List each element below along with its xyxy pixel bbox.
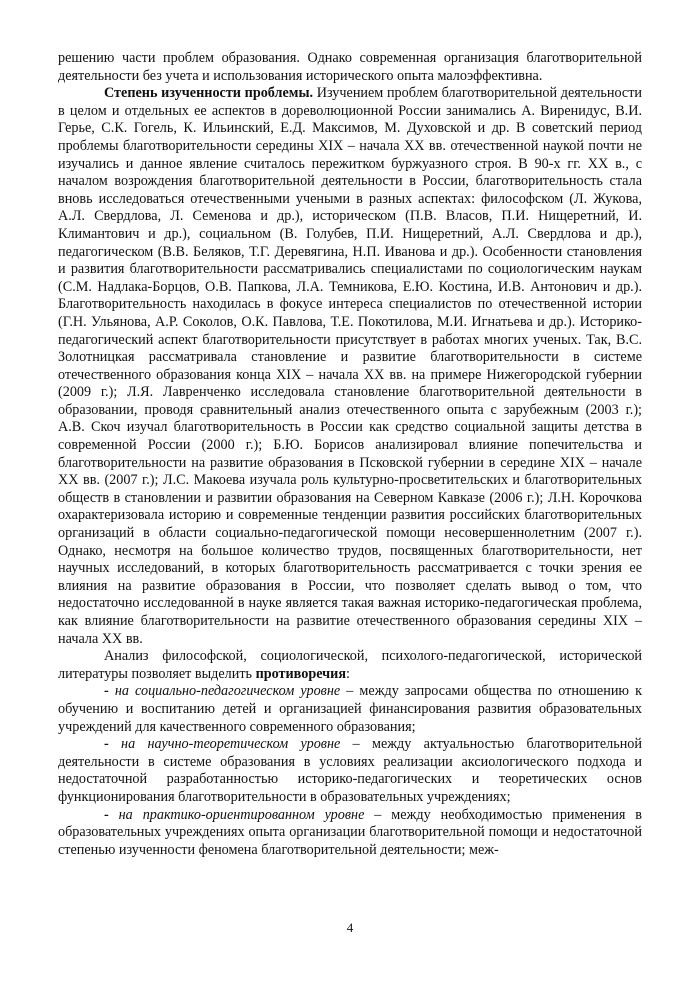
- paragraph-contradictions-intro: [58, 648, 642, 683]
- level-name: на практико-ориентированном уровне: [118, 806, 365, 823]
- punctuation: :: [346, 665, 350, 682]
- paragraph-intro-continuation: [58, 50, 642, 85]
- bold-term: противоречия: [255, 665, 347, 682]
- list-item-scientific-theoretical: [58, 736, 642, 806]
- paragraph-text: Изучением проблем благотворительной деятельности в целом и отдельных ее аспектов в дореволюционной России занимались А. Виренидус, В.И. Герье, С.К. Гогель, К. Ильинский, Е.Д. Максимов, М. Духовской и др. В советский период проблемы благотворительности середины XIX – начала XX вв. отечественной наукой почти не изучались и данное явление считалось пережитком буржуазного строя. В 90-х гг. XX в., с началом возрождения благотворительной деятельности в России, благотворительность стала вновь исследоваться отечественными учеными в разных аспектах: философском (Л. Жукова, А.Л. Свердлова, Л. Семенова и др.), историческом (П.В. Власов, П.И. Нищеретний, И. Климантович и др.), социальном (В. Голубев, П.И. Нищеретний, А.Л. Свердлова и др.), педагогическом (В.В. Беляков, Т.Г. Деревягина, Н.П. Иванова и др.). Особенности становления и развития благотворительности рассматривались специалистами по социологическим наукам (С.М. Надлака-Борцов, О.В. Папкова, Л.А. Темникова, Е.Ю. Костина, И.В. Антонович и др.). Благотворительность находилась в фокусе интереса специалистов по отечественной истории (Г.Н. Ульянова, А.Р. Соколов, О.К. Павлова, Т.Е. Покотилова, М.И. Игнатьева и др.). Историко-педагогический аспект благотворительности присутствует в работах многих ученых. Так, В.С. Золотницкая рассматривала становление и развитие благотворительности в системе отечественного образования конца XIX – начала XX вв. на примере Нижегородской губернии (2009 г.); Л.Я. Лавренченко исследовала становление благотворительной деятельности в образовании, проводя сравнительный анализ отечественного опыта с зарубежным (2003 г.); А.В. Скоч изучал благотворительность в России как средство социальной защиты детства в современной России (2000 г.); Б.Ю. Борисов анализировал влияние попечительства и благотворительности на развитие образования в Псковской губернии в середине XIX – начале XX вв. (2007 г.); Л.С. Макоева изучала роль культурно-просветительских и благотворительных обществ в становлении и развитии образования на Северном Кавказе (2006 г.); Л.Н. Корочкова охарактеризовала историю и современные тенденции развития российских благотворительных организаций в области социально-педагогической помощи несовершеннолетним (2007 г.). Однако, несмотря на большое количество трудов, посвященных благотворительности, нет научных исследований, в которых благотворительность рассматривается с точки зрения ее влияния на развитие образования в России, что позволяет сделать вывод о том, что недостаточно исследованной в науке является такая важная историко-педагогическая проблема, как влияние благотворительности на развитие отечественного образования середины XIX – начала XX вв.: [58, 85, 642, 647]
- list-item-text: – между необходимостью применения в образовательных учреждениях опыта организации благотворительной помощи и недостаточной степенью изученности феномена благотворительной деятельности; меж-: [58, 806, 642, 858]
- list-item-text: – между запросами общества по отношению к обучению и воспитанию детей и организацией финансирования развития образовательных учреждений для качественного современного образования;: [58, 683, 642, 735]
- list-dash: -: [104, 806, 119, 823]
- paragraph-text: Анализ философской, социологической, психолого-педагогической, исторической литературы позволяет выделить: [58, 648, 642, 682]
- body-text: [58, 50, 642, 859]
- list-dash: -: [104, 683, 115, 700]
- paragraph-degree-of-study: [58, 85, 642, 648]
- level-name: на научно-теоретическом уровне: [121, 736, 341, 753]
- list-dash: -: [104, 736, 122, 753]
- page-number: 4: [346, 920, 354, 935]
- list-item-practice-oriented: [58, 807, 642, 860]
- paragraph-text: решению части проблем образования. Однако современная организация благотворительной деятельности без учета и использования исторического опыта малоэффективна.: [58, 50, 642, 84]
- section-heading: Степень изученности проблемы.: [104, 85, 314, 102]
- list-item-text: – между актуальностью благотворительной деятельности в системе образования в условиях реализации аксиологического подхода и недостаточной разработанностью историко-педагогических и теоретических основ функционирования благотворительности в образовательных учреждениях;: [58, 736, 642, 805]
- list-item-social-pedagogical: [58, 683, 642, 736]
- level-name: на социально-педагогическом уровне: [114, 683, 341, 700]
